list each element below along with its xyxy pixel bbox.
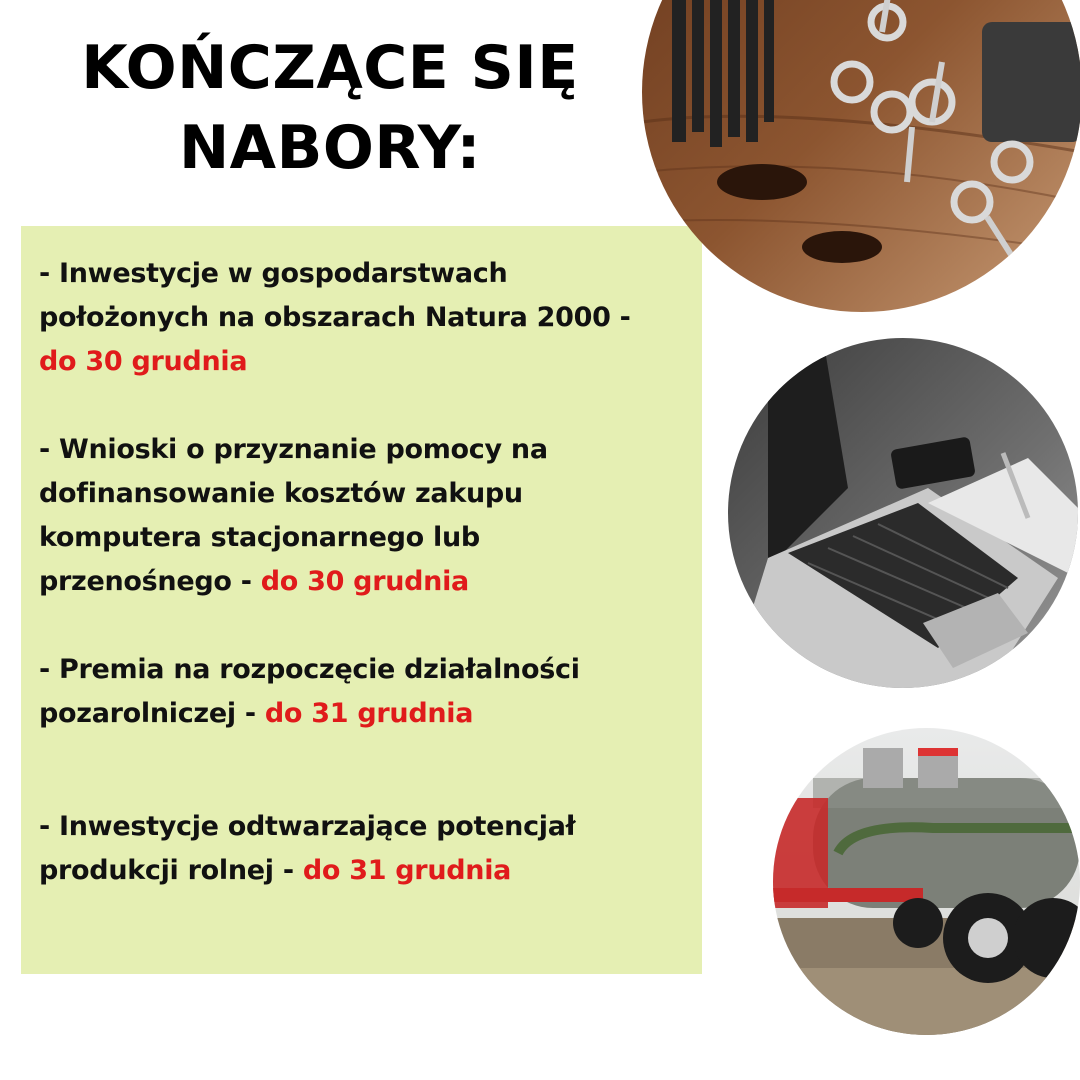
list-item (39, 252, 631, 384)
deadline-label: do 31 grudnia (264, 698, 474, 729)
item-text-line: przenośnego - (39, 566, 261, 597)
item-text-line: położonych na obszarach Natura 2000 - (39, 302, 631, 333)
item-text-line: pozarolniczej - (39, 698, 265, 729)
item-text-line: komputera stacjonarnego lub (39, 522, 480, 553)
list-item (39, 805, 575, 893)
title-line-1: KOŃCZĄCE SIĘ (81, 33, 579, 103)
deadline-label: do 31 grudnia (302, 855, 512, 886)
list-item (39, 428, 548, 604)
deadline-list-panel (21, 226, 702, 974)
item-text-line: produkcji rolnej - (39, 855, 303, 886)
list-item (39, 648, 580, 736)
item-text-line: - Inwestycje w gospodarstwach (39, 258, 508, 289)
title-line-2: NABORY: (178, 113, 482, 183)
deadline-label: do 30 grudnia (260, 566, 469, 597)
item-text-line: dofinansowanie kosztów zakupu (39, 478, 523, 509)
item-text-line: - Inwestycje odtwarzające potencjał (39, 811, 576, 842)
item-text-line: - Premia na rozpoczęcie działalności (39, 654, 580, 685)
slurry-tanker-photo (773, 728, 1080, 1035)
barber-scissors-photo (642, 0, 1080, 312)
laptop-photo (728, 338, 1078, 688)
page-title (40, 28, 620, 188)
deadline-label: do 30 grudnia (39, 346, 248, 377)
item-text-line: - Wnioski o przyznanie pomocy na (39, 434, 548, 465)
